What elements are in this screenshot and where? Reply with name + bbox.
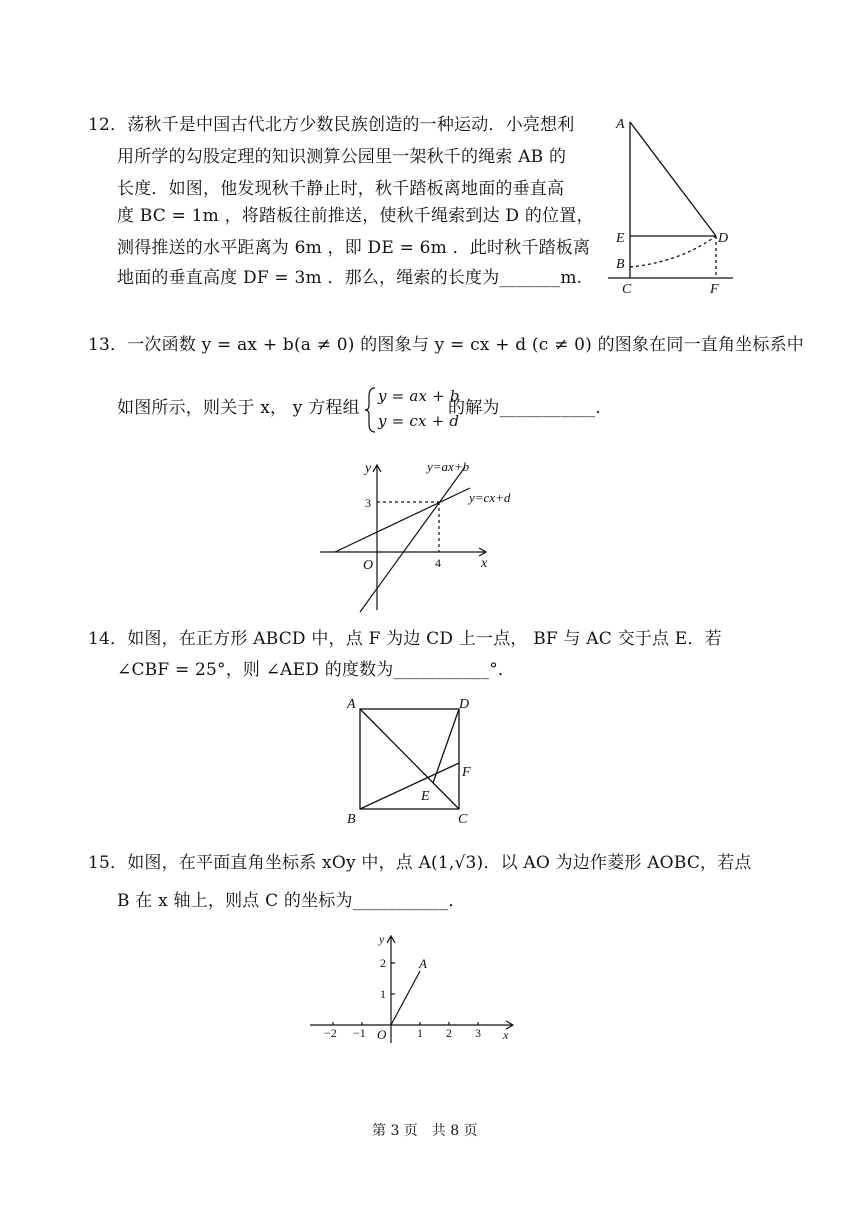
- q14-line-2: ∠CBF = 25°，则 ∠AED 的度数为___________°．: [117, 660, 516, 680]
- q15-x-tick-3: 3: [475, 1026, 481, 1040]
- q13-origin-label: O: [363, 558, 374, 573]
- q13-line2-label: y=cx+d: [469, 490, 511, 505]
- page-footer: 第 3 页 共 8 页: [372, 1123, 478, 1139]
- q14-label-c: C: [458, 812, 468, 827]
- q13-system-eq-2: y = cx + d: [378, 412, 460, 430]
- q14-diagonal-ac: [360, 709, 459, 809]
- q15-y-label: y: [379, 932, 385, 946]
- q14-label-a: A: [347, 697, 356, 712]
- q14-square-figure: [340, 692, 490, 832]
- q13-system-brace: [365, 386, 377, 434]
- q13-line-cx-d: [335, 488, 470, 552]
- q13-line-2-prefix: 如图所示，则关于 x， y 方程组: [117, 398, 360, 418]
- q12-label-e: E: [616, 231, 625, 246]
- q13-y-label: y: [365, 461, 372, 476]
- q12-label-b: B: [616, 257, 625, 272]
- q14-segment-de: [433, 709, 459, 783]
- q15-x-tick-neg2: −2: [324, 1026, 337, 1040]
- q12-label-c: C: [622, 282, 632, 297]
- q13-line-1: 13．一次函数 y = ax + b(a ≠ 0) 的图象与 y = cx + d (c ≠ 0) 的图象在同一直角坐标系中: [88, 335, 804, 355]
- q12-label-f: F: [710, 282, 719, 297]
- q15-line-1: 15．如图，在平面直角坐标系 xOy 中，点 A(1,√3)．以 AO 为边作菱形 AOBC，若点: [88, 853, 752, 873]
- q13-graph-figure: [315, 455, 545, 615]
- q15-graph-figure: [305, 928, 520, 1048]
- q12-label-d: D: [718, 231, 729, 246]
- q15-origin-label: O: [377, 1027, 387, 1042]
- q15-x-label: x: [503, 1028, 509, 1042]
- q15-y-tick-2: 2: [380, 956, 386, 970]
- q13-line-ax-b: [360, 467, 465, 612]
- q14-label-e: E: [421, 789, 430, 804]
- q12-line-4: 度 BC = 1m ，将踏板往前推送，使秋千绳索到达 D 的位置，: [117, 206, 594, 226]
- q14-line-1: 14．如图，在正方形 ABCD 中，点 F 为边 CD 上一点， BF 与 AC 交于点 E．若: [88, 629, 722, 649]
- q15-x-tick-1: 1: [417, 1026, 423, 1040]
- q14-label-d: D: [459, 697, 470, 712]
- q12-line-1: 12．荡秋千是中国古代北方少数民族创造的一种运动．小亮想利: [88, 115, 575, 135]
- q15-segment-oa: [391, 971, 420, 1025]
- q12-line-3: 长度．如图，他发现秋千静止时，秋千踏板离地面的垂直高: [117, 179, 565, 199]
- q13-system-eq-1: y = ax + b: [378, 387, 460, 405]
- q13-line-2-suffix: 的解为___________．: [448, 398, 613, 418]
- q12-line-5: 测得推送的水平距离为 6m ，即 DE = 6m ．此时秋千踏板离: [117, 238, 591, 258]
- q13-tick-3: 3: [365, 496, 371, 510]
- q15-y-tick-1: 1: [380, 987, 386, 1001]
- q14-segment-bf: [360, 763, 459, 809]
- q15-line-2: B 在 x 轴上，则点 C 的坐标为___________．: [117, 891, 466, 911]
- q12-label-a: A: [616, 117, 625, 132]
- q13-x-label: x: [481, 556, 488, 571]
- q12-line-6: 地面的垂直高度 DF = 3m ．那么，绳索的长度为_______m.: [117, 268, 583, 288]
- q12-arc: [630, 236, 716, 267]
- q12-swing-figure: [600, 110, 750, 300]
- q13-line1-label: y=ax+b: [427, 459, 470, 474]
- q15-point-a-label: A: [419, 956, 427, 971]
- q14-label-f: F: [462, 765, 471, 780]
- q14-label-b: B: [347, 812, 356, 827]
- q13-tick-4: 4: [435, 556, 441, 570]
- q15-x-tick-2: 2: [446, 1026, 452, 1040]
- q15-x-tick-neg1: −1: [353, 1026, 366, 1040]
- q12-line-2: 用所学的勾股定理的知识测算公园里一架秋千的绳索 AB 的: [117, 147, 567, 167]
- q12-rope-ab: [630, 122, 716, 236]
